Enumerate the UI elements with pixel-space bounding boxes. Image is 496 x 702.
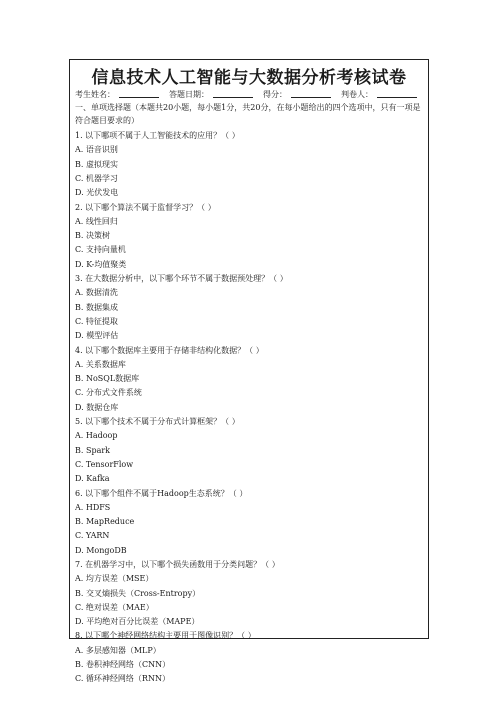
question-stem: 6. 以下哪个组件不属于Hadoop生态系统？（ ） [75,488,248,498]
info-grader-field[interactable] [377,88,417,98]
answer-option[interactable]: D. 平均绝对百分比误差（MAPE） [75,617,200,627]
answer-option[interactable]: A. Hadoop [75,431,118,441]
answer-option[interactable]: C. TensorFlow [75,459,134,469]
answer-option[interactable]: C. YARN [75,531,110,541]
info-score-field[interactable] [291,88,331,98]
section-header: 一、单项选择题（本题共20小题，每小题1分，共20分，在每小题给出的四个选项中，只有一项是符合题目要求的） [75,103,421,125]
answer-option[interactable]: D. 模型评估 [75,331,119,341]
question-stem: 5. 以下哪个技术不属于分布式计算框架？（ ） [75,417,240,427]
question-stem: 1. 以下哪项不属于人工智能技术的应用？（ ） [75,131,240,141]
question-list [75,129,425,687]
answer-option[interactable]: C. 机器学习 [75,173,118,183]
answer-option[interactable]: A. 语音识别 [75,145,118,155]
answer-option[interactable]: D. Kafka [75,474,110,484]
exam-title: 信息技术人工智能与大数据分析考核试卷 [91,68,407,88]
answer-option[interactable]: B. 交叉熵损失（Cross-Entropy） [75,588,201,598]
answer-option[interactable]: A. 关系数据库 [75,359,126,369]
answer-option[interactable]: D. K-均值聚类 [75,259,127,269]
answer-option[interactable]: B. Spark [75,445,111,455]
info-name-field[interactable] [119,88,159,98]
answer-option[interactable]: B. 虚拟现实 [75,159,118,169]
question-stem: 7. 在机器学习中，以下哪个损失函数用于分类问题？（ ） [75,560,280,569]
answer-option[interactable]: C. 支持向量机 [75,245,126,255]
answer-option[interactable]: D. MongoDB [75,545,127,555]
exam-content [75,88,425,687]
info-date-field[interactable] [213,88,253,98]
answer-option[interactable]: C. 特征提取 [75,316,118,326]
answer-option[interactable]: A. 多层感知器（MLP） [75,645,161,655]
info-grader-label: 判卷人： [341,90,373,99]
answer-option[interactable]: A. 线性回归 [75,216,118,226]
question-stem: 4. 以下哪个数据库主要用于存储非结构化数据？（ ） [75,345,264,355]
question-stem: 3. 在大数据分析中，以下哪个环节不属于数据预处理？（ ） [75,274,288,284]
answer-option[interactable]: C. 绝对误差（MAE） [75,602,154,612]
answer-option[interactable]: C. 循环神经网络（RNN） [75,674,170,684]
info-date-label: 答题日期： [169,90,209,99]
answer-option[interactable]: C. 分布式文件系统 [75,388,142,398]
answer-option[interactable]: B. 决策树 [75,231,110,241]
answer-option[interactable]: B. NoSQL数据库 [75,374,140,384]
answer-option[interactable]: B. MapReduce [75,517,135,527]
answer-option[interactable]: A. 数据清洗 [75,288,118,298]
answer-option[interactable]: D. 光伏发电 [75,188,119,198]
info-score-label: 得分： [263,90,287,99]
candidate-info-row [75,88,425,102]
answer-option[interactable]: D. 数据仓库 [75,402,119,412]
answer-option[interactable]: B. 数据集成 [75,302,118,312]
question-stem: 2. 以下哪个算法不属于监督学习？（ ） [75,202,216,212]
question-stem: 8. 以下哪个神经网络结构主要用于图像识别？（ ） [75,631,256,641]
answer-option[interactable]: A. 均方误差（MSE） [75,574,154,584]
answer-option[interactable]: A. HDFS [75,502,111,512]
answer-option[interactable]: B. 卷积神经网络（CNN） [75,660,171,670]
info-name-label: 考生姓名： [75,90,115,99]
